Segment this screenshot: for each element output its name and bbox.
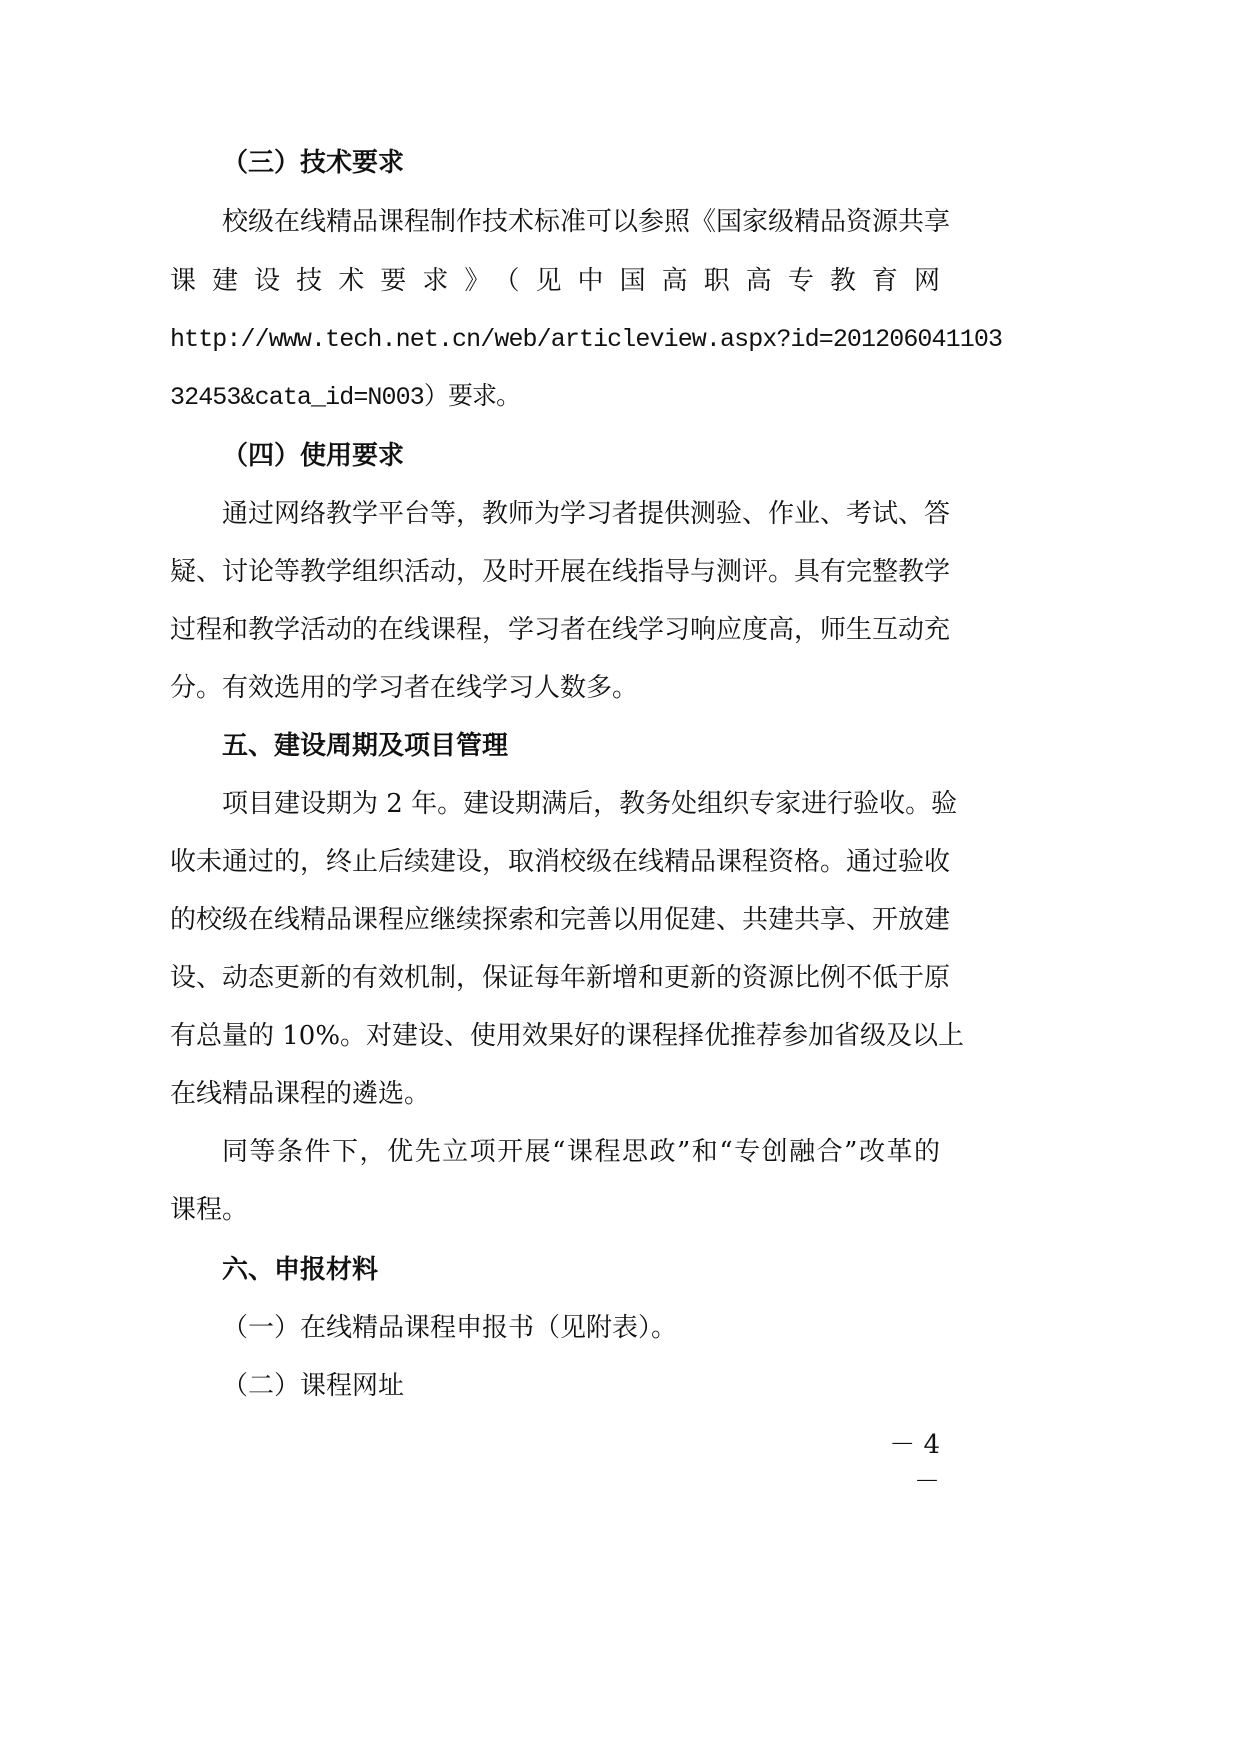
material-item: （一）在线精品课程申报书（见附表）。 — [222, 1313, 678, 1343]
paragraph-line: 收未通过的，终止后续建设，取消校级在线精品课程资格。通过验收 — [170, 847, 951, 877]
paragraph-line: 设、动态更新的有效机制，保证每年新增和更新的资源比例不低于原 — [170, 963, 951, 993]
paragraph-line: 分。有效选用的学习者在线学习人数多。 — [170, 673, 639, 703]
heading-tech-requirements: （三）技术要求 — [222, 148, 405, 178]
paragraph-line: 疑、讨论等教学组织活动，及时开展在线指导与测评。具有完整教学 — [170, 557, 951, 587]
material-item: （二）课程网址 — [222, 1371, 405, 1401]
heading-usage-requirements: （四）使用要求 — [222, 441, 405, 471]
paragraph-line: 课建设技术要求》（见中国高职高专教育网 — [170, 266, 940, 296]
paragraph-line: 同等条件下，优先立项开展“课程思政”和“专创融合”改革的 — [222, 1137, 940, 1167]
paragraph-line: 过程和教学活动的在线课程，学习者在线学习响应度高，师生互动充 — [170, 615, 951, 645]
url-line: 32453&cata_id=N003）要求。 — [170, 383, 521, 412]
heading-period-management: 五、建设周期及项目管理 — [222, 731, 509, 761]
paragraph-line: 项目建设期为 2 年。建设期满后，教务处组织专家进行验收。验 — [222, 789, 958, 819]
paragraph-line: 的校级在线精品课程应继续探索和完善以用促建、共建共享、开放建 — [170, 905, 951, 935]
paragraph-line: 课程。 — [170, 1195, 249, 1225]
paragraph-line: 校级在线精品课程制作技术标准可以参照《国家级精品资源共享 — [222, 207, 951, 237]
url-line: http://www.tech.net.cn/web/articleview.aspx?id=201206041103 — [170, 325, 1003, 354]
heading-materials: 六、申报材料 — [222, 1255, 379, 1285]
paragraph-line: 在线精品课程的遴选。 — [170, 1079, 431, 1109]
paragraph-line: 通过网络教学平台等，教师为学习者提供测验、作业、考试、答 — [222, 499, 951, 529]
page-number: － 4 － — [889, 1430, 940, 1497]
paragraph-line: 有总量的 10%。对建设、使用效果好的课程择优推荐参加省级及以上 — [170, 1021, 965, 1051]
